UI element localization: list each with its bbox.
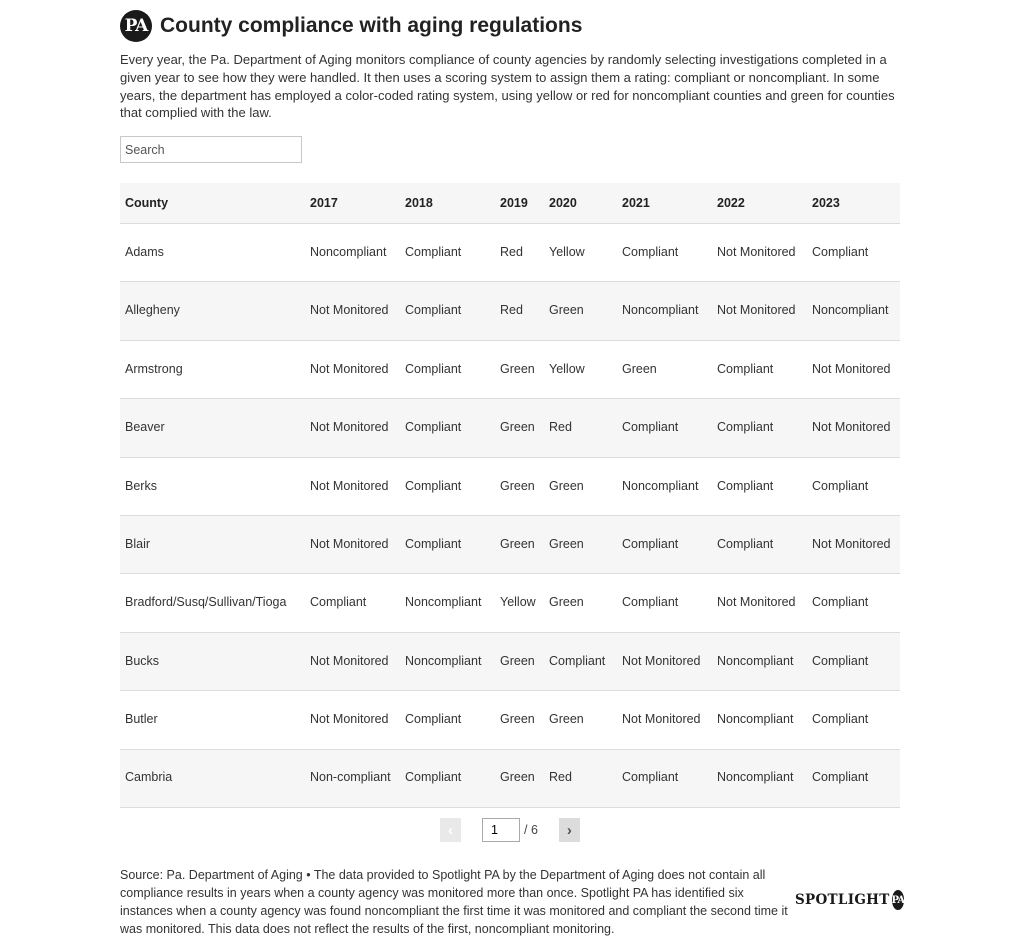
- rating-cell: Yellow: [544, 224, 617, 282]
- rating-cell: Noncompliant: [712, 632, 807, 690]
- rating-cell: Compliant: [305, 574, 400, 632]
- rating-cell: Compliant: [617, 224, 712, 282]
- rating-cell: Green: [495, 691, 544, 749]
- rating-cell: Noncompliant: [712, 691, 807, 749]
- brand-badge-text: PA: [891, 894, 905, 906]
- rating-cell: Noncompliant: [712, 749, 807, 807]
- county-cell: Bucks: [120, 632, 305, 690]
- rating-cell: Compliant: [807, 632, 900, 690]
- rating-cell: Not Monitored: [807, 515, 900, 573]
- rating-cell: Noncompliant: [400, 574, 495, 632]
- page-header: [120, 9, 582, 42]
- pagination: [440, 817, 580, 843]
- brand-badge-icon: [892, 890, 905, 910]
- rating-cell: Green: [544, 515, 617, 573]
- rating-cell: Compliant: [400, 515, 495, 573]
- rating-cell: Red: [495, 224, 544, 282]
- county-cell: Bradford/Susq/Sullivan/Tioga: [120, 574, 305, 632]
- column-header-2021: 2021: [617, 183, 712, 224]
- rating-cell: Not Monitored: [712, 224, 807, 282]
- rating-cell: Not Monitored: [712, 574, 807, 632]
- rating-cell: Green: [495, 340, 544, 398]
- rating-cell: Noncompliant: [305, 224, 400, 282]
- rating-cell: Green: [495, 632, 544, 690]
- rating-cell: Compliant: [400, 340, 495, 398]
- rating-cell: Not Monitored: [807, 340, 900, 398]
- column-header-2018: 2018: [400, 183, 495, 224]
- rating-cell: Compliant: [712, 515, 807, 573]
- rating-cell: Compliant: [712, 340, 807, 398]
- pa-logo-icon: [120, 10, 152, 42]
- rating-cell: Compliant: [617, 749, 712, 807]
- rating-cell: Compliant: [400, 749, 495, 807]
- table-row: [120, 282, 900, 340]
- rating-cell: Compliant: [617, 574, 712, 632]
- rating-cell: Green: [495, 457, 544, 515]
- rating-cell: Non-compliant: [305, 749, 400, 807]
- rating-cell: Green: [495, 515, 544, 573]
- rating-cell: Compliant: [400, 282, 495, 340]
- rating-cell: Noncompliant: [807, 282, 900, 340]
- compliance-table: [120, 183, 900, 808]
- rating-cell: Compliant: [807, 749, 900, 807]
- rating-cell: Not Monitored: [305, 282, 400, 340]
- county-cell: Butler: [120, 691, 305, 749]
- column-header-2022: 2022: [712, 183, 807, 224]
- rating-cell: Green: [544, 691, 617, 749]
- rating-cell: Green: [495, 399, 544, 457]
- table-row: [120, 399, 900, 457]
- next-page-button[interactable]: ›: [559, 818, 580, 842]
- rating-cell: Compliant: [400, 457, 495, 515]
- page-description: Every year, the Pa. Department of Aging monitors compliance of county agencies by randomly selecting investigations completed in a given year to see how they were handled. It then uses a scoring system to assign them a rating: compliant or noncompliant. In some years, the department has employed a color-coded rating system, using yellow or red for noncompliant counties and green for counties that complied with the law.: [120, 52, 895, 121]
- page-total: / 6: [524, 823, 538, 837]
- rating-cell: Not Monitored: [617, 691, 712, 749]
- county-cell: Armstrong: [120, 340, 305, 398]
- rating-cell: Compliant: [617, 515, 712, 573]
- rating-cell: Not Monitored: [305, 399, 400, 457]
- rating-cell: Compliant: [712, 399, 807, 457]
- rating-cell: Not Monitored: [305, 340, 400, 398]
- rating-cell: Compliant: [544, 632, 617, 690]
- table-row: [120, 224, 900, 282]
- table-body: [120, 224, 900, 808]
- rating-cell: Green: [544, 574, 617, 632]
- table-row: [120, 457, 900, 515]
- county-cell: Cambria: [120, 749, 305, 807]
- column-header-2020: 2020: [544, 183, 617, 224]
- page-number-input[interactable]: [482, 818, 520, 842]
- rating-cell: Compliant: [807, 691, 900, 749]
- rating-cell: Red: [495, 282, 544, 340]
- rating-cell: Noncompliant: [617, 457, 712, 515]
- rating-cell: Not Monitored: [807, 399, 900, 457]
- logo-text: PA: [124, 15, 148, 36]
- table-row: [120, 632, 900, 690]
- county-cell: Blair: [120, 515, 305, 573]
- rating-cell: Green: [544, 282, 617, 340]
- rating-cell: Red: [544, 749, 617, 807]
- rating-cell: Not Monitored: [305, 632, 400, 690]
- rating-cell: Compliant: [400, 224, 495, 282]
- rating-cell: Compliant: [400, 691, 495, 749]
- county-cell: Allegheny: [120, 282, 305, 340]
- rating-cell: Green: [544, 457, 617, 515]
- county-cell: Adams: [120, 224, 305, 282]
- rating-cell: Green: [617, 340, 712, 398]
- rating-cell: Compliant: [617, 399, 712, 457]
- county-cell: Berks: [120, 457, 305, 515]
- rating-cell: Not Monitored: [305, 457, 400, 515]
- search-input[interactable]: [120, 136, 302, 163]
- table-row: [120, 574, 900, 632]
- column-header-county: County: [120, 183, 305, 224]
- rating-cell: Not Monitored: [712, 282, 807, 340]
- column-header-2017: 2017: [305, 183, 400, 224]
- rating-cell: Compliant: [807, 224, 900, 282]
- rating-cell: Not Monitored: [305, 515, 400, 573]
- table-row: [120, 691, 900, 749]
- table-row: [120, 340, 900, 398]
- table-header-row: [120, 183, 900, 224]
- rating-cell: Compliant: [807, 457, 900, 515]
- rating-cell: Not Monitored: [305, 691, 400, 749]
- page-title: County compliance with aging regulations: [160, 13, 583, 37]
- column-header-2023: 2023: [807, 183, 900, 224]
- column-header-2019: 2019: [495, 183, 544, 224]
- rating-cell: Noncompliant: [617, 282, 712, 340]
- rating-cell: Yellow: [495, 574, 544, 632]
- rating-cell: Compliant: [712, 457, 807, 515]
- rating-cell: Not Monitored: [617, 632, 712, 690]
- county-cell: Beaver: [120, 399, 305, 457]
- rating-cell: Green: [495, 749, 544, 807]
- previous-page-button[interactable]: ‹: [440, 818, 461, 842]
- brand-name: SPOTLIGHT: [795, 892, 890, 908]
- table-row: [120, 515, 900, 573]
- rating-cell: Yellow: [544, 340, 617, 398]
- source-note: Source: Pa. Department of Aging • The data provided to Spotlight PA by the Department of Aging does not contain all compliance results in years when a county agency was monitored more than once. Spotlight PA has identified six instances when a county agency was found noncompliant the first time it was monitored and compliant the second time it was monitored. This data does not reflect the results of the first, noncompliant monitoring.: [120, 868, 788, 936]
- rating-cell: Compliant: [807, 574, 900, 632]
- table-row: [120, 749, 900, 807]
- rating-cell: Compliant: [400, 399, 495, 457]
- rating-cell: Noncompliant: [400, 632, 495, 690]
- rating-cell: Red: [544, 399, 617, 457]
- spotlight-pa-logo: [795, 889, 905, 911]
